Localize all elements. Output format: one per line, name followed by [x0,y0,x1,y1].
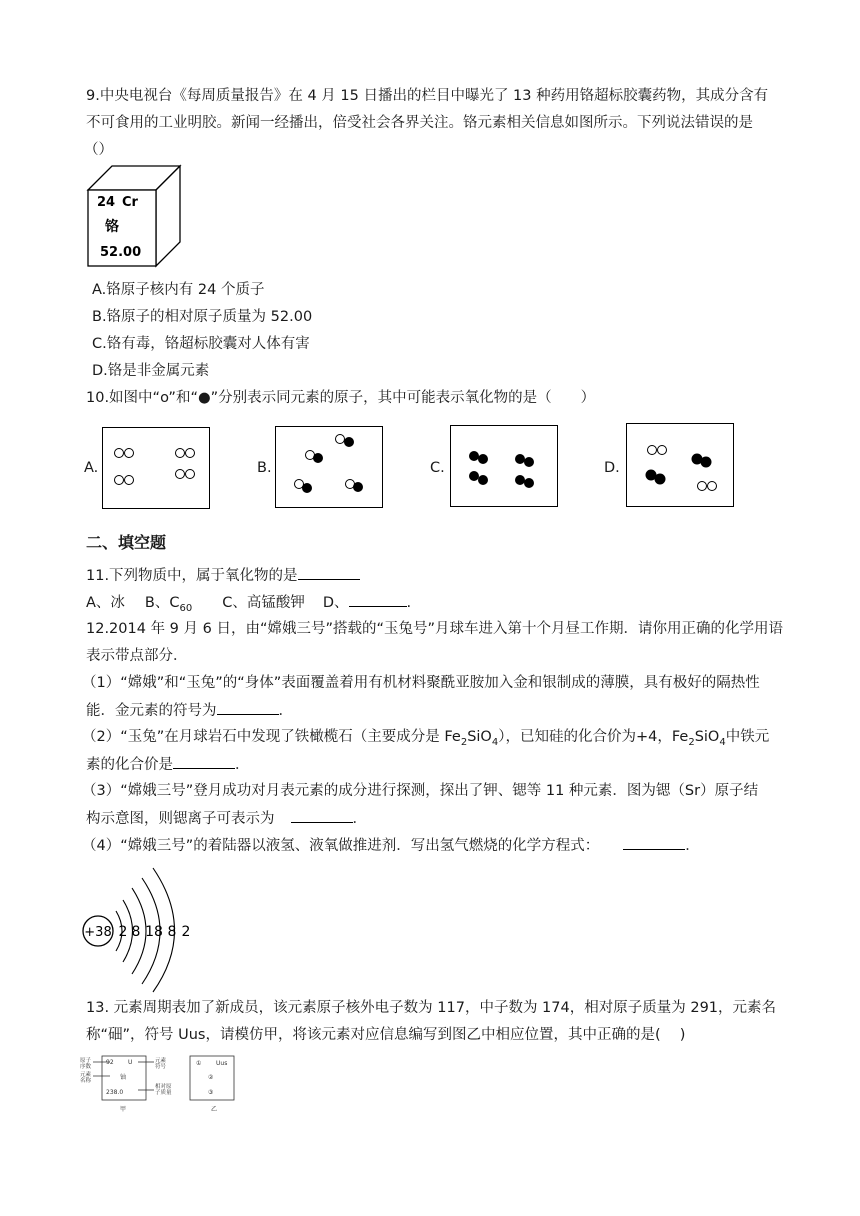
q9-option-a[interactable]: A.铬原子核内有 24 个质子 [92,282,265,298]
q12-part3-line1: （3）“嫦娥三号”登月成功对月表元素的成分进行探测，探出了钾、锶等 11 种元素．图为锶（Sr）原子结 [82,783,759,799]
svg-text:238.0: 238.0 [106,1089,124,1096]
nucleus-charge: +38 [84,925,112,940]
q11-answer-blank[interactable] [298,565,360,580]
q10-diagram-a[interactable] [102,427,210,509]
shell-5-electrons: 2 [181,924,191,940]
svg-text:子质量: 子质量 [155,1090,172,1096]
q10-stem: 10.如图中“o”和“●”分别表示同元素的原子，其中可能表示氧化物的是（ ） [86,390,596,406]
q10-label-c[interactable]: C. [430,460,445,476]
q11-stem-text: 11.下列物质中，属于氧化物的是 [86,568,298,584]
element-name: 铬 [105,219,119,235]
shell-3-electrons: 18 [145,924,163,940]
svg-text:U: U [128,1059,133,1066]
q9-stem-line1: 9.中央电视台《每周质量报告》在 4 月 15 日播出的栏目中曝光了 13 种药用铬超标胶囊药物，其成分含有 [86,88,769,104]
q11-options: A、冰 B、$C_{60}$ C、高锰酸钾 D、 . [86,592,411,619]
svg-text:②: ② [208,1074,214,1081]
q11-option-b[interactable]: B、$C_{60}$ [144,595,193,614]
svg-text:元素: 元素 [80,1072,92,1078]
q11-option-a[interactable]: A、冰 [86,595,125,611]
svg-text:符号: 符号 [155,1064,167,1070]
q12-part3-blank[interactable] [291,808,353,823]
element-symbol: Cr [122,195,138,210]
svg-text:①: ① [196,1060,202,1067]
q12-part2-line2: 素的化合价是 ． [86,754,250,775]
svg-text:92: 92 [106,1059,114,1066]
section-title-fill-in: 二、填空题 [86,533,167,552]
q9-stem-line3: （） [84,142,113,158]
q12-part1-blank[interactable] [217,700,279,715]
q9-option-d[interactable]: D.铬是非金属元素 [92,363,210,379]
element-mass: 52.00 [100,245,142,260]
svg-text:原子: 原子 [80,1058,92,1064]
q12-part2-line1: （2）“玉兔”在月球岩石中发现了铁橄榄石（主要成分是 $Fe_2SiO_4$），已知硅的化合价为+4，$Fe_2SiO_4$中铁元 [82,729,770,748]
q12-stem-line2: 表示带点部分． [86,648,188,664]
q11-option-d[interactable]: D、 [322,595,349,611]
svg-text:铀: 铀 [120,1074,127,1081]
svg-text:Uus: Uus [216,1060,228,1067]
q11-option-d-blank[interactable] [349,592,407,607]
shell-2-electrons: 8 [131,924,141,940]
q12-part3-line2: 构示意图，则锶离子可表示为 ． [86,808,367,829]
q9-stem-line2: 不可食用的工业明胶。新闻一经播出，倍受社会各界关注。铬元素相关信息如图所示。下列说法错误的是 [86,115,753,131]
chromium-element-card [88,166,184,270]
q9-option-b[interactable]: B.铬原子的相对原子质量为 52.00 [92,309,313,325]
q12-part4-blank[interactable] [623,835,685,850]
q13-stem-line1: 13. 元素周期表加了新成员，该元素原子核外电子数为 117，中子数为 174，相对原子质量为 291，元素名 [86,1000,777,1016]
q10-diagram-c[interactable] [450,425,558,507]
q12-stem-line1: 12.2014 年 9 月 6 日，由“嫦娥三号”搭载的“玉兔号”月球车进入第十个月昼工作期．请你用正确的化学用语 [86,621,784,637]
q12-part1-line2: 能．金元素的符号为 ． [86,700,293,721]
q13-element-diagrams [80,1054,250,1114]
q12-part2-blank[interactable] [173,754,235,769]
q12-part4: （4）“嫦娥三号”的着陆器以液氢、液氧做推进剂．写出氢气燃烧的化学方程式： ． [82,835,700,856]
svg-text:元素: 元素 [155,1058,167,1064]
strontium-atom-structure-diagram [80,866,200,992]
q10-label-a[interactable]: A. [84,460,99,476]
q11-option-c[interactable]: C、高锰酸钾 [222,595,305,611]
q11-stem [86,565,360,586]
q10-diagram-d[interactable] [626,423,734,507]
shell-1-electrons: 2 [118,924,128,940]
svg-text:名称: 名称 [80,1078,92,1084]
svg-text:序数: 序数 [80,1064,92,1070]
svg-text:甲: 甲 [120,1106,127,1113]
q10-diagram-b[interactable] [275,426,383,508]
shell-4-electrons: 8 [167,924,177,940]
q9-option-c[interactable]: C.铬有毒，铬超标胶囊对人体有害 [92,336,310,352]
q10-label-b[interactable]: B. [257,460,272,476]
q10-label-d[interactable]: D. [604,460,620,476]
svg-text:相对原: 相对原 [155,1084,172,1090]
q13-stem-line2: 称“鿬”，符号 Uus，请模仿甲，将该元素对应信息编写到图乙中相应位置，其中正确的是( ) [86,1027,686,1043]
element-number: 24 [97,195,116,210]
q12-part1-line1: （1）“嫦娥”和“玉兔”的“身体”表面覆盖着用有机材料聚酰亚胺加入金和银制成的薄膜，具有极好的隔热性 [82,675,760,691]
svg-text:③: ③ [208,1089,214,1096]
svg-text:乙: 乙 [211,1106,218,1113]
